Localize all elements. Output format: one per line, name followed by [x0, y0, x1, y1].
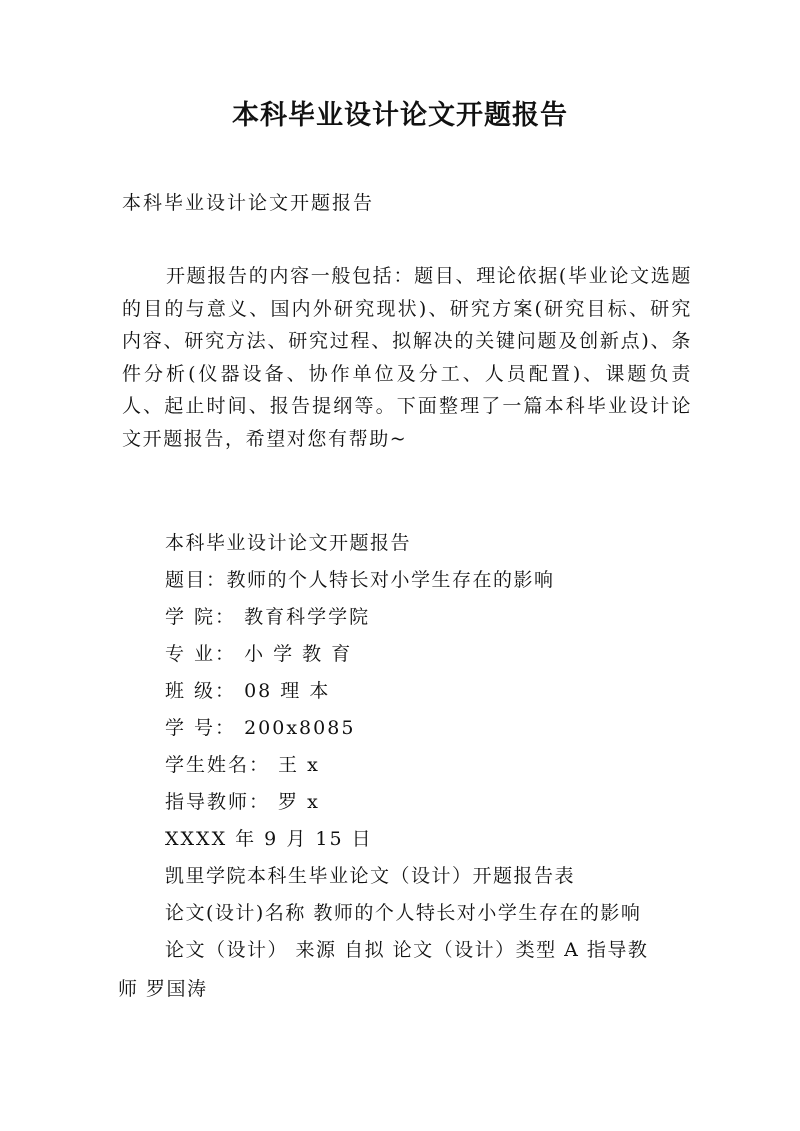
- major-line: 专 业： 小 学 教 育: [165, 643, 353, 665]
- form-title-line: 凯里学院本科生毕业论文（设计）开题报告表: [165, 865, 576, 887]
- student-id-line: 学 号： 200x8085: [165, 717, 356, 739]
- advisor-name-line: 师 罗国涛: [118, 978, 208, 1000]
- page-title: 本科毕业设计论文开题报告: [232, 100, 568, 131]
- college-line: 学 院： 教育科学学院: [165, 606, 371, 628]
- student-name-line: 学生姓名： 王 x: [165, 754, 320, 776]
- document-subtitle: 本科毕业设计论文开题报告: [122, 192, 375, 214]
- advisor-line: 指导教师： 罗 x: [165, 791, 320, 813]
- thesis-source-line: 论文（设计） 来源 自拟 论文（设计）类型 A 指导教: [165, 939, 649, 961]
- report-heading: 本科毕业设计论文开题报告: [165, 532, 412, 554]
- class-line: 班 级： 08 理 本: [165, 680, 331, 702]
- intro-paragraph: 开题报告的内容一般包括：题目、理论依据(毕业论文选题的目的与意义、国内外研究现状)、研究方案(研究目标、研究内容、研究方法、研究过程、拟解决的关键问题及创新点)、条件分析(仪器设备、协作单位及分工、人员配置)、课题负责人、起止时间、报告提纲等。下面整理了一篇本科毕业设计论文开题报告，希望对您有帮助~: [122, 265, 692, 450]
- date-line: XXXX 年 9 月 15 日: [165, 828, 373, 850]
- topic-line: 题目：教师的个人特长对小学生存在的影响: [165, 569, 555, 591]
- thesis-name-line: 论文(设计)名称 教师的个人特长对小学生存在的影响: [165, 902, 642, 924]
